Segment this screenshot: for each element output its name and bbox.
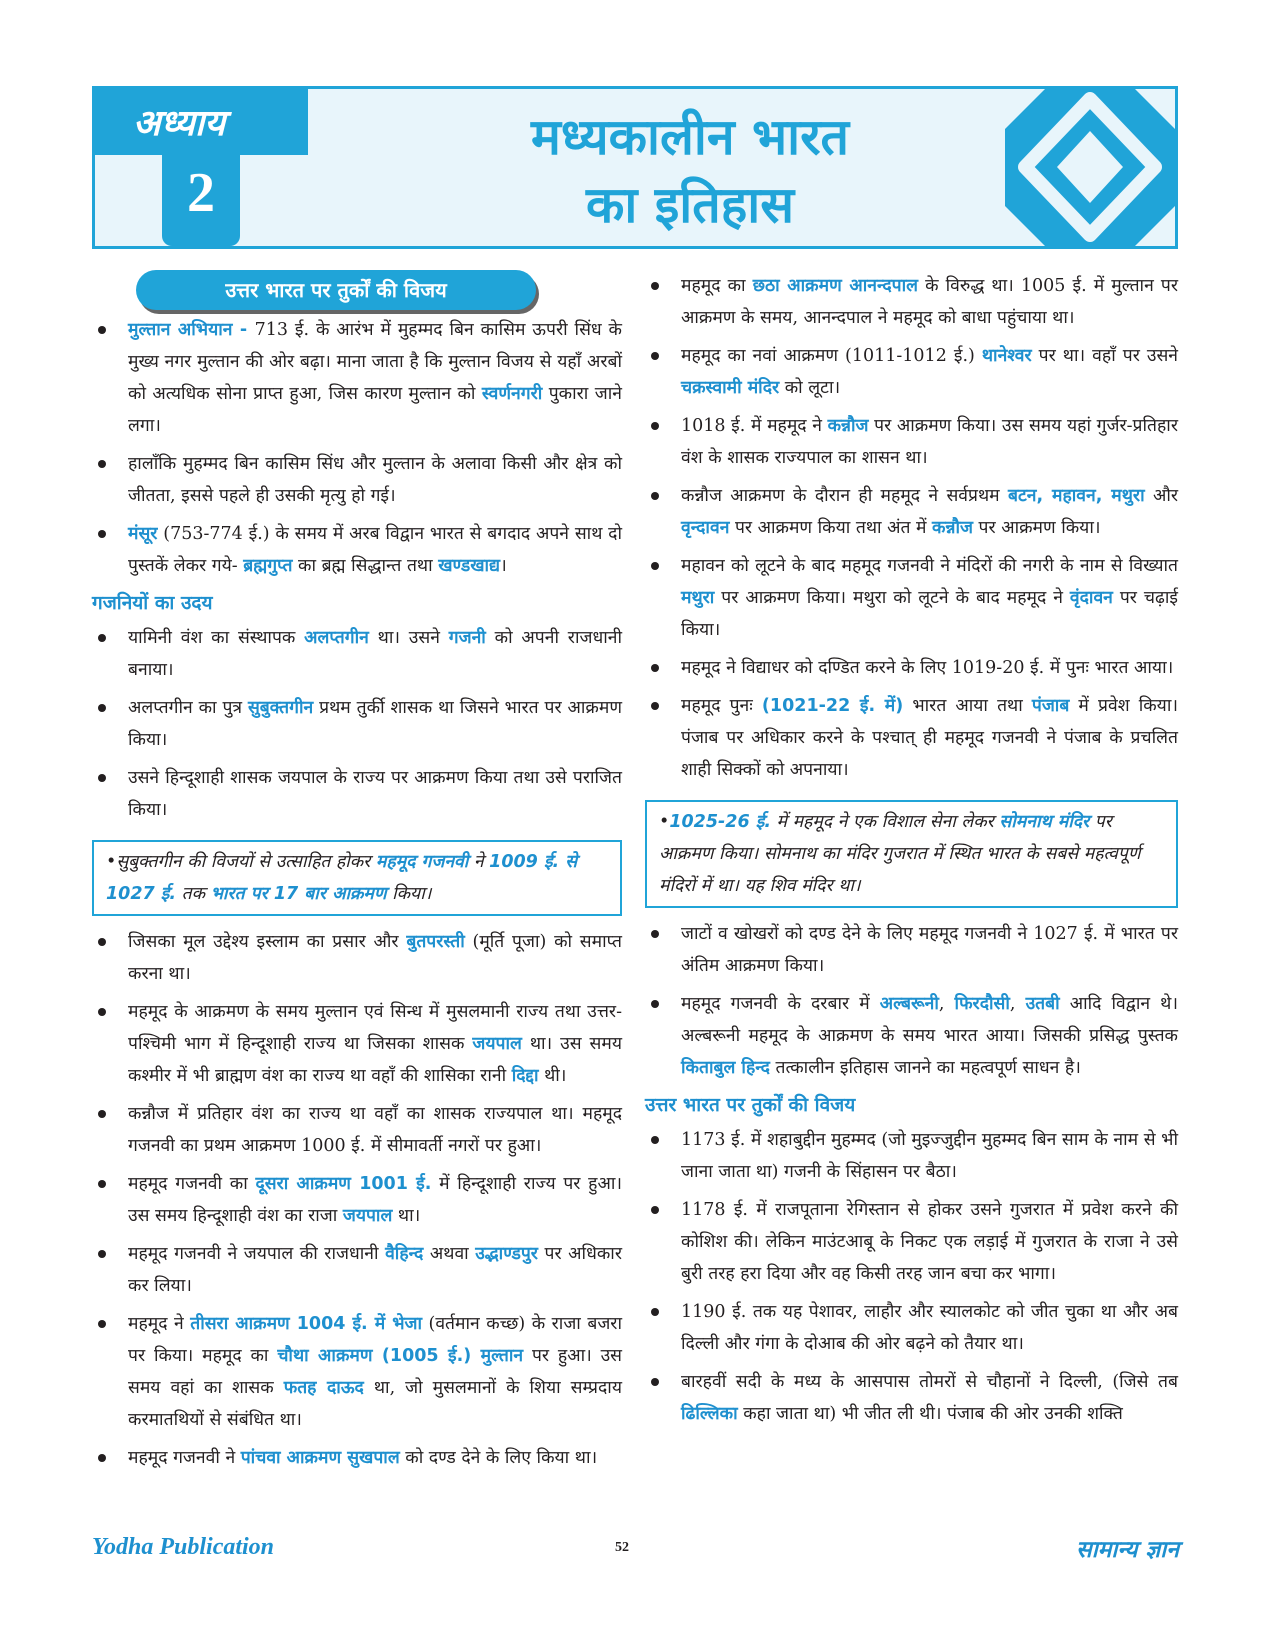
highlighted-term: महमूद गजनवी: [375, 852, 469, 872]
highlighted-term: खण्डखाद्य: [438, 556, 501, 576]
text-run: ,: [1009, 994, 1026, 1014]
text-run: तत्कालीन इतिहास जानने का महत्वपूर्ण साधन है।: [769, 1058, 1081, 1078]
list-item: [92, 926, 622, 990]
chapter-number: 2: [187, 162, 215, 224]
text-run: महमूद ने: [128, 1314, 191, 1334]
text-run: महमूद पुनः: [681, 696, 762, 716]
text-run: किया।: [386, 884, 432, 904]
list-item: [645, 1124, 1178, 1188]
text-run: 1173 ई. में शहाबुद्दीन मुहम्मद (जो मुइज्जुद्दीन मुहम्मद बिन साम के नाम से भी जाना जाता था) गजनी के सिंहासन पर बैठा।: [681, 1130, 1178, 1182]
highlighted-term: ब्रह्मगुप्त: [243, 556, 293, 576]
highlighted-term: गजनी: [448, 628, 486, 648]
text-run: था।: [392, 1206, 421, 1226]
text-run: और: [1144, 486, 1179, 506]
left-column: [92, 270, 622, 1480]
text-run: महमूद गजनवी का: [128, 1174, 256, 1194]
text-run: 1190 ई. तक यह पेशावर, लाहौर और स्यालकोट को जीत चुका था और अब दिल्ली और गंगा के दोआब की ओर बढ़ने को तैयार था।: [681, 1302, 1178, 1354]
highlighted-term: बुतपरस्ती: [406, 932, 465, 952]
section-pill-turk-conquest: उत्तर भारत पर तुर्कों की विजय: [136, 270, 536, 310]
text-run: ने: [468, 852, 490, 872]
highlighted-term: पंजाब: [1031, 696, 1070, 716]
highlighted-term: उतबी: [1025, 994, 1060, 1014]
text-run: का ब्रह्म सिद्धान्त तथा: [292, 556, 439, 576]
highlighted-term: चक्रस्वामी मंदिर: [681, 378, 780, 398]
list-item: [92, 1098, 622, 1162]
text-run: था, जो मुसलमानों के शिया सम्प्रदाय करमातथियों से संबंधित था।: [128, 1378, 622, 1430]
list-item: [92, 1308, 622, 1436]
text-run: महमूद गजनवी ने जयपाल की राजधानी: [128, 1244, 386, 1264]
text-run: (मूर्ति पूजा) को समाप्त करना था।: [128, 932, 622, 984]
list-item: [92, 518, 622, 582]
highlighted-term: 1009 ई. से 1027 ई.: [106, 852, 578, 904]
publisher-name: Yodha Publication: [92, 1534, 275, 1560]
bullet-list: [645, 270, 1178, 786]
text-run: के विरुद्ध था। 1005 ई. में मुल्तान पर आक्रमण के समय, आनन्दपाल ने महमूद को बाधा पहुंचाया था।: [681, 276, 1178, 328]
highlighted-term: किताबुल हिन्द: [681, 1058, 770, 1078]
list-item: [645, 988, 1178, 1084]
list-item: [645, 1366, 1178, 1430]
text-run: कहा जाता था) भी जीत ली थी। पंजाब की ओर उनकी शक्ति: [737, 1404, 1123, 1424]
section-heading-ghaznavi: गजनियों का उदय: [92, 592, 213, 614]
highlighted-term: जयपाल: [472, 1034, 522, 1054]
highlighted-term: छठा आक्रमण आनन्दपाल: [752, 276, 918, 296]
highlighted-term: कन्नौज: [932, 518, 973, 538]
decorative-pattern-icon: [1005, 89, 1175, 246]
chapter-title: [395, 103, 985, 239]
chapter-header: [92, 86, 1178, 249]
text-run: उसने हिन्दूशाही शासक जयपाल के राज्य पर आक्रमण किया तथा उसे पराजित किया।: [128, 768, 622, 820]
highlighted-term: दूसरा आक्रमण 1001 ई.: [255, 1174, 432, 1194]
text-run: भारत आया तथा: [903, 696, 1032, 716]
bullet-list: [645, 1124, 1178, 1430]
text-run: था। उस समय कश्मीर में भी ब्राह्मण वंश का राज्य था वहाँ की शासिका रानी: [128, 1034, 623, 1086]
text-run: महमूद का नवां आक्रमण (1011-1012 ई.): [681, 346, 982, 366]
text-run: महमूद ने विद्याधर को दण्डित करने के लिए 1019-20 ई. में पुनः भारत आया।: [681, 658, 1174, 678]
highlighted-term: बटन, महावन, मथुरा: [1007, 486, 1145, 506]
list-item: [92, 1442, 622, 1474]
highlighted-term: जयपाल: [342, 1206, 393, 1226]
list-item: [645, 340, 1178, 404]
highlighted-term: वृंदावन: [1069, 588, 1113, 608]
text-run: में हिन्दूशाही राज्य पर हुआ। उस समय हिन्दूशाही वंश का राजा: [128, 1174, 622, 1226]
list-item: [92, 692, 622, 756]
text-run: अथवा: [423, 1244, 476, 1264]
highlighted-term: मुल्तान अभियान -: [128, 320, 255, 340]
highlighted-term: 1025-26 ई.: [669, 812, 771, 832]
list-item: [92, 448, 622, 512]
highlighted-term: सोमनाथ मंदिर: [999, 812, 1090, 832]
text-run: तक: [176, 884, 211, 904]
text-run: पर आक्रमण किया तथा अंत में: [729, 518, 933, 538]
text-run: महमूद का: [681, 276, 753, 296]
subject-label: सामान्य ज्ञान: [1076, 1537, 1179, 1563]
text-run: 1018 ई. में महमूद ने: [681, 416, 828, 436]
text-run: पर आक्रमण किया। उस समय यहां गुर्जर-प्रतिहार वंश के शासक राज्यपाल का शासन था।: [681, 416, 1178, 468]
bullet-list: [92, 314, 622, 582]
page-number: 52: [615, 1540, 629, 1555]
text-run: ।: [500, 556, 507, 576]
highlighted-term: अल्बरूनी: [879, 994, 939, 1014]
list-item: [92, 996, 622, 1092]
text-run: अलप्तगीन का पुत्र: [128, 698, 248, 718]
highlighted-term: स्वर्णनगरी: [481, 384, 543, 404]
highlighted-term: मंसूर: [128, 524, 158, 544]
bullet-list: [92, 926, 622, 1474]
text-run: पर चढ़ाई किया।: [681, 588, 1178, 640]
list-item: [645, 1296, 1178, 1360]
highlight-box: [92, 840, 622, 916]
text-run: पर आक्रमण किया। मथुरा को लूटने के बाद महमूद ने: [714, 588, 1070, 608]
chapter-title-line2: का इतिहास: [585, 176, 795, 234]
list-item: [645, 690, 1178, 786]
text-run: पर अधिकार कर लिया।: [128, 1244, 622, 1296]
text-run: को दण्ड देने के लिए किया था।: [399, 1448, 598, 1468]
highlighted-term: ढिल्लिका: [681, 1404, 738, 1424]
text-run: प्रथम तुर्की शासक था जिसने भारत पर आक्रमण किया।: [128, 698, 622, 750]
chapter-title-line1: मध्यकालीन भारत: [530, 108, 850, 166]
list-item: [645, 550, 1178, 646]
right-column: [645, 270, 1178, 1436]
text-run: पुकारा जाने लगा।: [128, 384, 622, 436]
list-item: [645, 270, 1178, 334]
highlighted-term: कन्नौज: [827, 416, 869, 436]
text-run: हालाँकि मुहम्मद बिन कासिम सिंध और मुल्तान के अलावा किसी और क्षेत्र को जीतता, इससे पहले ही उसकी मृत्यु हो गई।: [128, 454, 622, 506]
text-run: •सुबुक्तगीन की विजयों से उत्साहित होकर: [106, 852, 376, 872]
text-run: जाटों व खोखरों को दण्ड देने के लिए महमूद गजनवी ने 1027 ई. में भारत पर अंतिम आक्रमण किया।: [681, 924, 1178, 976]
text-run: में महमूद ने एक विशाल सेना लेकर: [770, 812, 1000, 832]
highlighted-term: वृन्दावन: [681, 518, 730, 538]
text-run: कन्नौज में प्रतिहार वंश का राज्य था वहाँ का शासक राज्यपाल था। महमूद गजनवी का प्रथम आक्रमण 1000 ई. में सीमावर्ती नगरों पर हुआ।: [128, 1104, 622, 1156]
text-run: था। उसने: [368, 628, 449, 648]
text-run: पर हुआ। उस समय वहां का शासक: [128, 1346, 623, 1398]
text-run: पर आक्रमण किया।: [972, 518, 1101, 538]
chapter-badge: [95, 89, 308, 246]
text-run: को लूटा।: [779, 378, 841, 398]
text-run: महमूद के आक्रमण के समय मुल्तान एवं सिन्ध में मुसलमानी राज्य तथा उत्तर-पश्चिमी भाग में हिन्दूशाही राज्य था जिसका शासक: [128, 1002, 622, 1054]
list-item: [645, 652, 1178, 684]
text-run: यामिनी वंश का संस्थापक: [128, 628, 305, 648]
list-item: [645, 1194, 1178, 1290]
section-heading-turk: उत्तर भारत पर तुर्कों की विजय: [645, 1094, 856, 1116]
list-item: [92, 762, 622, 826]
text-run: महमूद गजनवी ने: [128, 1448, 241, 1468]
highlighted-term: चौथा आक्रमण (1005 ई.) मुल्तान: [277, 1346, 524, 1366]
text-run: ,: [938, 994, 955, 1014]
bullet-list: [92, 622, 622, 826]
highlighted-term: भारत पर 17 बार आक्रमण: [210, 884, 387, 904]
highlighted-term: दिद्दा: [511, 1066, 539, 1086]
list-item: [92, 314, 622, 442]
text-run: 1178 ई. में राजपूताना रेगिस्तान से होकर उसने गुजरात में प्रवेश करने की कोशिश की। लेकिन माउंटआबू के निकट एक लड़ाई में गुजरात के राजा ने उसे बुरी तरह हरा दिया और वह किसी तरह जान बचा कर भागा।: [681, 1200, 1178, 1284]
text-run: पर आक्रमण किया। सोमनाथ का मंदिर गुजरात में स्थित भारत के सबसे महत्वपूर्ण मंदिरों में था। यह शिव मंदिर था।: [659, 812, 1141, 896]
text-run: में प्रवेश किया। पंजाब पर अधिकार करने के पश्चात् ही महमूद गजनवी ने पंजाब के प्रचलित शाही सिक्कों को अपनाया।: [681, 696, 1178, 780]
text-run: जिसका मूल उद्देश्य इस्लाम का प्रसार और: [128, 932, 407, 952]
list-item: [92, 1238, 622, 1302]
text-run: (वर्तमान कच्छ) के राजा बजरा पर किया। महमूद का: [128, 1314, 622, 1366]
highlighted-term: उद्भाण्डपुर: [475, 1244, 538, 1264]
highlighted-term: सुबुक्तगीन: [247, 698, 314, 718]
list-item: [645, 410, 1178, 474]
highlighted-term: तीसरा आक्रमण 1004 ई. में भेजा: [190, 1314, 423, 1334]
highlighted-term: अलप्तगीन: [304, 628, 369, 648]
text-run: महमूद गजनवी के दरबार में: [681, 994, 880, 1014]
highlighted-term: (1021-22 ई. में): [761, 696, 904, 716]
highlighted-term: पांचवा आक्रमण सुखपाल: [240, 1448, 400, 1468]
list-item: [92, 622, 622, 686]
highlight-box: [645, 800, 1178, 908]
chapter-label: अध्याय: [133, 102, 226, 144]
text-run: पर था। वहाँ पर उसने: [1031, 346, 1179, 366]
highlighted-term: थानेश्वर: [981, 346, 1032, 366]
text-run: बारहवीं सदी के मध्य के आसपास तोमरों से चौहानों ने दिल्ली, (जिसे तब: [681, 1372, 1178, 1392]
highlighted-term: फतह दाऊद: [283, 1378, 364, 1398]
text-run: (753-774 ई.) के समय में अरब विद्वान भारत से बगदाद अपने साथ दो पुस्तकें लेकर गये-: [128, 524, 622, 576]
text-run: •: [659, 812, 670, 832]
text-run: को अपनी राजधानी बनाया।: [128, 628, 623, 680]
highlighted-term: फिरदौसी: [954, 994, 1010, 1014]
highlighted-term: मथुरा: [681, 588, 715, 608]
text-run: थी।: [538, 1066, 567, 1086]
text-run: 713 ई. के आरंभ में मुहम्मद बिन कासिम ऊपरी सिंध के मुख्य नगर मुल्तान की ओर बढ़ा। माना जाता है कि मुल्तान विजय से यहाँ अरबों को अत्यधिक सोना प्राप्त हुआ, जिस कारण मुल्तान को: [128, 320, 622, 404]
bullet-list: [645, 918, 1178, 1084]
text-run: महावन को लूटने के बाद महमूद गजनवी ने मंदिरों की नगरी के नाम से विख्यात: [681, 556, 1178, 576]
text-run: आदि विद्वान थे। अल्बरूनी महमूद के आक्रमण के समय भारत आया। जिसकी प्रसिद्ध पुस्तक: [681, 994, 1178, 1046]
list-item: [645, 480, 1178, 544]
highlighted-term: वैहिन्द: [385, 1244, 424, 1264]
text-run: कन्नौज आक्रमण के दौरान ही महमूद ने सर्वप्रथम: [681, 486, 1008, 506]
list-item: [92, 1168, 622, 1232]
list-item: [645, 918, 1178, 982]
